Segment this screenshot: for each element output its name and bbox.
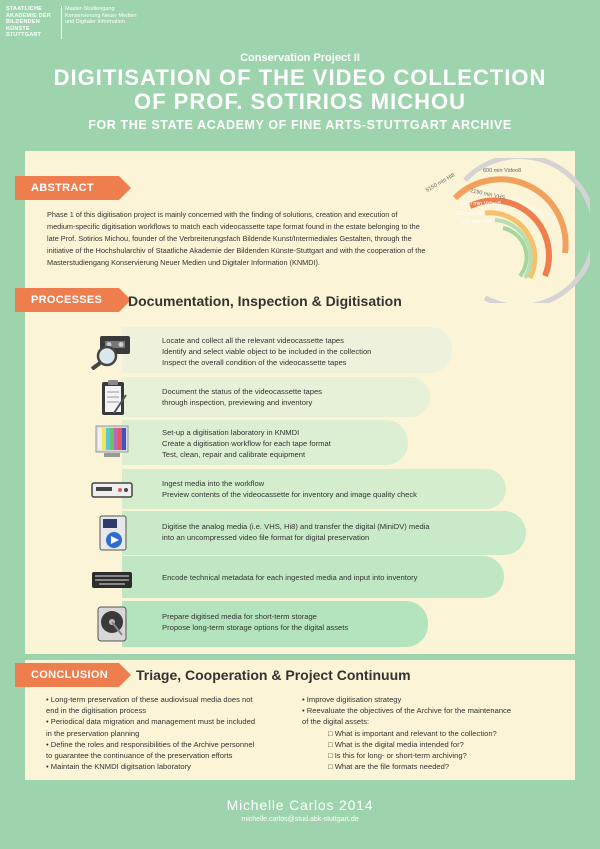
test-pattern-monitor-icon: [90, 423, 134, 461]
kicker: Conservation Project II: [240, 52, 360, 64]
conclusion-tag: CONCLUSION: [15, 663, 119, 687]
tape-format-ring-chart: [425, 158, 590, 303]
author-email[interactable]: michelle.carlos@stud.abk-stuttgart.de: [241, 816, 359, 823]
process-step-4: Ingest media into the workflow Preview contents of the videocassette for inventory and image quality check: [162, 479, 417, 499]
processes-tag: PROCESSES: [15, 288, 119, 312]
logo: [6, 6, 171, 39]
ring-label-5: 1100 min Video8: [460, 201, 501, 207]
clipboard-icon: [90, 379, 134, 417]
page-title: DIGITISATION OF THE VIDEO COLLECTION OF PROF. SOTIRIOS MICHOU: [53, 65, 547, 114]
ring-label-4: 120 min MiniDV: [509, 194, 546, 220]
conclusion-heading: Triage, Cooperation & Project Continuum: [136, 667, 411, 683]
ring-label-6: 225 min Hi8: [455, 211, 485, 217]
abstract-tag: ABSTRACT: [15, 176, 119, 200]
page-subtitle: FOR THE STATE ACADEMY OF FINE ARTS-STUTTGART ARCHIVE: [88, 118, 512, 132]
process-step-3: Set-up a digitisation laboratory in KNMDI Create a digitisation workflow for each tape format Test, clean, repair and calibrate equipment: [162, 428, 331, 459]
hard-drive-icon: [90, 605, 134, 643]
conclusion-left-list: • Long-term preservation of these audiovisual media does not end in the digitisation process • Periodical data migration and management must be included in the preservation planning • Define the roles and responsibilities of the Archive personnel to guarantee the continuance of the preservation efforts • Maintain the KNMDI digitsation laboratory: [46, 695, 256, 772]
abstract-text: Phase 1 of this digitisation project is mainly concerned with the finding of solutions, creation and execution of medium-specific digitisation workflows to match each videocassette tape format found in the estate belonging to the late Prof. Sotirios Michou, founder of the Verbreiterungsfach Bildende Kunst/Intermediales Gestalten, through the initiative of the Hochshularchiv of Staatliche Akademie der Bildenden Künste-Stuttgart and with the cooperation of the Masterstudiengang Konservierung Neuer Medien und Digitaler Information (KNMDI).: [47, 210, 426, 267]
video-player-icon: [90, 471, 134, 509]
ring-label-3: 2190 min VHS: [469, 188, 506, 202]
ring-arcs: [455, 158, 590, 303]
process-step-7: Prepare digitised media for short-term storage Propose long-term storage options for the digital assets: [162, 612, 349, 632]
keyboard-icon: [90, 561, 134, 599]
process-step-6: Encode technical metadata for each ingested media and input into inventory: [162, 573, 418, 582]
process-step-5: Digitise the analog media (i.e. VHS, Hi8) and transfer the digital (MiniDV) media into an uncompressed video file format for digital preservation: [162, 522, 430, 542]
ring-label-7: 120 min VHS: [461, 219, 494, 225]
logo-school: STAATLICHE AKADEMIE DER BILDENDEN KÜNSTE STUTTGART: [6, 6, 51, 38]
ring-label-2: 5150 min Hi8: [425, 172, 457, 194]
author-name: Michelle Carlos 2014: [226, 797, 374, 813]
process-step-1: Locate and collect all the relevant videocassette tapes Identify and select viable object to be included in the collection Inspect the overall condition of the videocassette tapes: [162, 336, 372, 367]
conclusion-right-list: • Improve digitisation strategy • Reevaluate the objectives of the Archive for the maintenance of the digital assets: □ What is important and relevant to the collection? □ What is the digital media intended for? □ Is this for long- or short-term archiving? □ What are the file formats needed?: [302, 695, 512, 772]
processes-heading: Documentation, Inspection & Digitisation: [128, 293, 402, 309]
logo-department: Master-Studiengang Konservierung Neuer Medien und Digitaler Information: [61, 6, 171, 39]
process-step-2: Document the status of the videocassette tapes through inspection, previewing and inventory: [162, 387, 322, 407]
magnifier-tape-icon: [90, 332, 134, 370]
ring-label-1: 600 min Video8: [483, 168, 522, 174]
video-file-icon: [90, 514, 134, 552]
